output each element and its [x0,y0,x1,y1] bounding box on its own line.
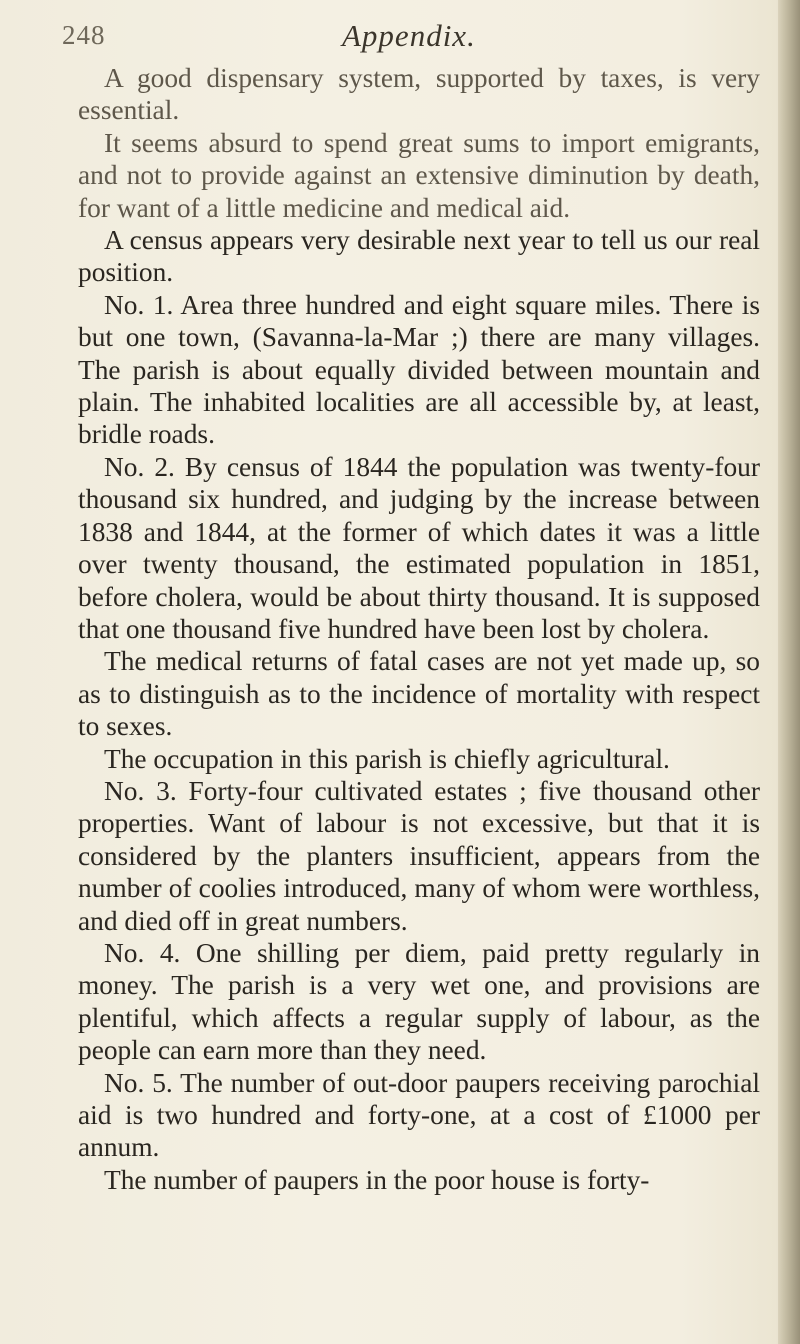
running-title: Appendix. [342,18,476,53]
paragraph-dispensary: A good dispensary system, supported by taxes, is very essential. [78,63,760,126]
paragraph-emigrants: It seems absurd to spend great sums to import emigrants, and not to provide against an extensive diminution by death, for want of a little medicine and medical aid. [78,127,760,223]
paragraph-occupation: The occupation in this parish is chiefly agricultural. [104,743,670,774]
paragraph-no-3-estates: No. 3. Forty-four cultivated estates ; five thousand other properties. Want of labour is not excessive, but that it is considered by the planters insufficient, appears from the number of coolies introduced, many of whom were worthless, and died off in great numbers. [78,775,760,936]
paragraph-no-5-paupers: No. 5. The number of out-door paupers receiving parochial aid is two hundred and forty-one, at a cost of £1000 per annum. [78,1067,760,1163]
paragraph-poor-house: The number of paupers in the poor house is forty- [104,1164,650,1195]
paragraph-no-2-population: No. 2. By census of 1844 the population was twenty-four thousand six hundred, and judging by the increase between 1838 and 1844, at the former of which dates it was a little over twenty thousand, the estimated population in 1851, before cholera, would be about thirty thousand. It is supposed that one thousand five hundred have been lost by cholera. [78,451,760,644]
paragraph-no-4-wages: No. 4. One shilling per diem, paid pretty regularly in money. The parish is a very wet one, and provisions are plentiful, which affects a regular supply of labour, as the people can earn more than they need. [78,937,760,1066]
running-head [62,14,752,54]
body-text [78,62,760,1196]
page-edge [778,0,800,1344]
paragraph-census: A census appears very desirable next year to tell us our real position. [78,225,760,288]
paragraph-medical-returns: The medical returns of fatal cases are not yet made up, so as to distinguish as to the incidence of mortality with respect to sexes. [78,646,760,742]
paragraph-no-1-area: No. 1. Area three hundred and eight square miles. There is but one town, (Savanna-la-Mar ;) there are many villages. The parish is about equally divided between mountain and plain. The inhabited localities are all accessible by, at least, bridle roads. [78,289,760,450]
page-number: 248 [62,20,106,50]
